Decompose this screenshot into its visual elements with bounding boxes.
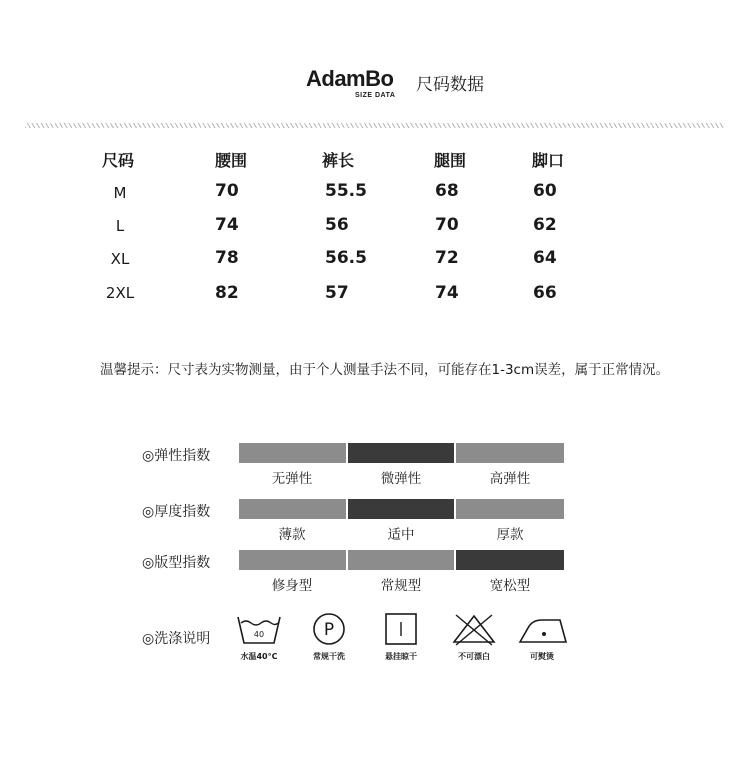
col-header-thigh: 腿围 [434,151,467,170]
table-cell: 60 [533,181,557,201]
index-segment [456,443,564,463]
table-cell: 70 [435,215,459,235]
index-segment [239,443,346,463]
option-label: 高弹性 [489,471,531,487]
table-cell: XL [110,250,130,268]
index-label: ◎弹性指数 [142,448,211,464]
col-header-length: 裤长 [322,151,355,170]
index-label: ◎版型指数 [142,555,211,571]
measurement-notice: 温馨提示：尺寸表为实物测量，由于个人测量手法不同，可能存在1-3cm误差，属于正常情况。 [100,362,670,378]
wash-caption: 悬挂晾干 [385,652,417,661]
col-header-waist: 腰围 [215,151,248,170]
brand-subtitle: SIZE DATA [355,92,396,99]
table-cell: 57 [325,283,349,303]
option-label: 微弹性 [380,471,422,487]
table-cell: 82 [215,283,239,303]
table-cell: 72 [435,248,459,268]
table-cell: 62 [533,215,557,235]
wash-caption: 常规干洗 [313,652,345,661]
option-label: 宽松型 [489,578,531,594]
col-header-size: 尺码 [102,151,135,170]
table-cell: 70 [215,181,239,201]
index-segment [239,550,346,570]
option-label: 修身型 [271,578,313,594]
index-bar [239,550,564,570]
option-label: 薄款 [278,527,306,543]
table-cell: 78 [215,248,239,268]
table-cell: L [115,217,125,235]
brand-logo: AdamBo [306,66,394,91]
index-bar [239,499,564,519]
table-cell: M [113,184,127,202]
wash-caption: 不可漂白 [458,652,490,661]
table-cell: 55.5 [325,181,367,201]
dry-clean-icon [312,612,346,646]
index-bar [239,443,564,463]
table-cell: 64 [533,248,557,268]
index-segment [456,550,564,570]
index-segment [348,550,454,570]
table-cell: 56 [325,215,349,235]
index-segment [456,499,564,519]
table-cell: 2XL [105,284,135,302]
index-label: ◎洗涤说明 [142,631,211,647]
option-label: 无弹性 [271,471,313,487]
index-label: ◎厚度指数 [142,504,211,520]
no-bleach-icon [450,612,498,646]
page-title: 尺码数据 [416,75,484,95]
option-label: 厚款 [496,527,524,543]
wash-caption: 水温40°C [240,652,278,661]
hatched-divider [25,123,725,128]
col-header-hem: 脚口 [532,151,565,170]
index-segment [239,499,346,519]
table-cell: 74 [215,215,239,235]
hang-dry-icon [385,613,417,645]
index-segment [348,443,454,463]
index-segment [348,499,454,519]
wash-caption: 可熨烫 [530,652,554,661]
wash-temp-text: 40 [253,630,265,639]
dry-clean-letter: P [323,620,335,640]
option-label: 常规型 [380,578,422,594]
option-label: 适中 [387,527,415,543]
table-cell: 74 [435,283,459,303]
table-cell: 56.5 [325,248,367,268]
iron-icon [518,614,568,646]
table-cell: 68 [435,181,459,201]
wash-40-icon [236,613,282,647]
table-cell: 66 [533,283,557,303]
